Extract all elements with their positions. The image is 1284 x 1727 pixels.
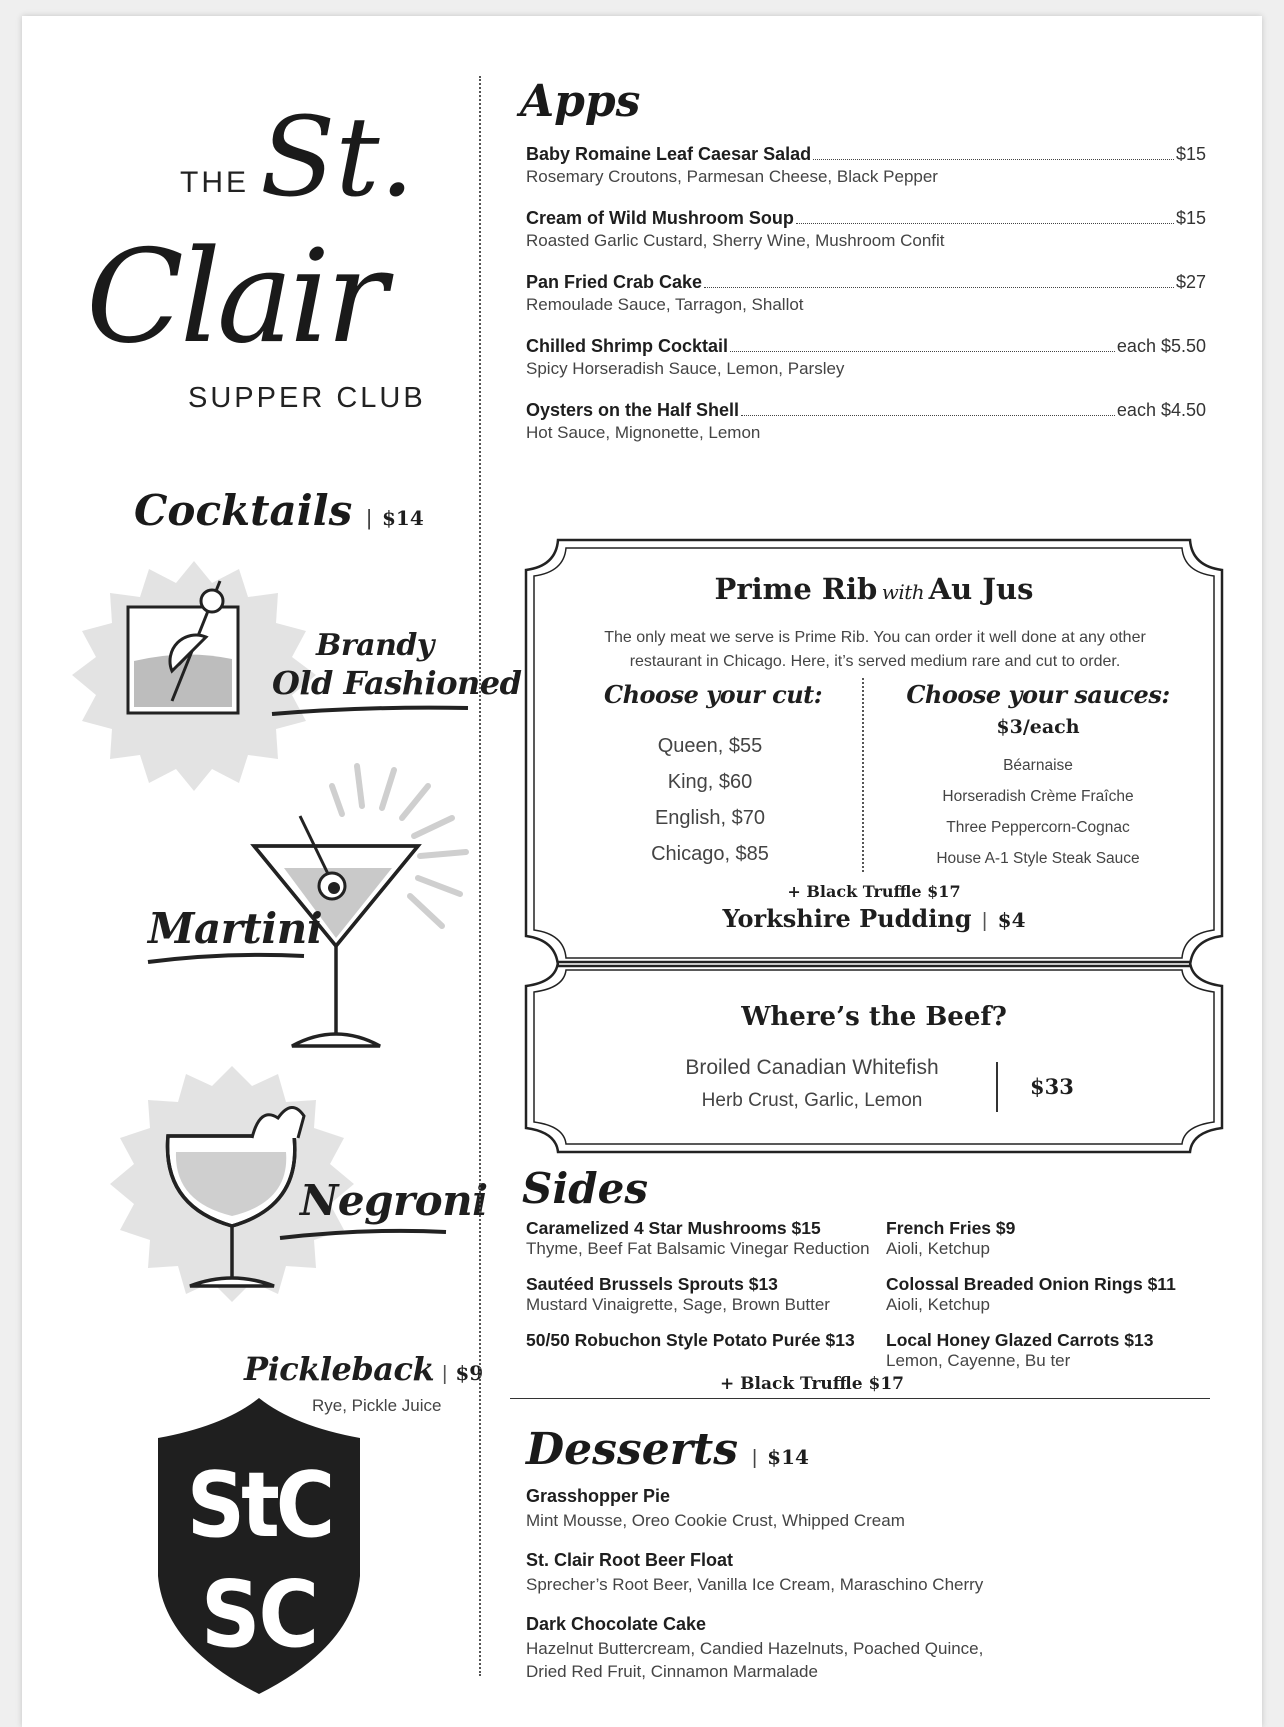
yorkshire-line: Yorkshire Pudding | $4 bbox=[722, 904, 1026, 933]
prime-rib-title-a: Prime Rib bbox=[714, 572, 878, 606]
app-item bbox=[526, 400, 1206, 443]
side-name: Colossal Breaded Onion Rings $11 bbox=[886, 1274, 1176, 1294]
sauce-price: $3/each bbox=[996, 716, 1080, 738]
svg-text:StC: StC bbox=[186, 1453, 332, 1558]
dessert-desc: Mint Mousse, Oreo Cookie Crust, Whipped Cream bbox=[526, 1511, 905, 1530]
pickleback-heading: Pickleback | $9 bbox=[244, 1350, 484, 1388]
app-name: Chilled Shrimp Cocktail bbox=[526, 336, 729, 356]
app-item bbox=[526, 208, 1206, 251]
logo-clair: Clair bbox=[86, 223, 384, 372]
apps-title: Apps bbox=[520, 76, 641, 127]
app-desc: Hot Sauce, Mignonette, Lemon bbox=[526, 423, 761, 442]
app-item bbox=[526, 272, 1206, 315]
sauce-option: Three Peppercorn-Cognac bbox=[946, 819, 1130, 836]
pickleback-name: Pickleback bbox=[244, 1350, 435, 1388]
dessert-desc: Sprecher’s Root Beer, Vanilla Ice Cream, Maraschino Cherry bbox=[526, 1575, 984, 1594]
side-desc: Mustard Vinaigrette, Sage, Brown Butter bbox=[526, 1295, 830, 1314]
prime-rib-title bbox=[524, 572, 1224, 606]
underline-swash-icon bbox=[270, 704, 470, 718]
choose-sauces-heading: Choose your sauces: bbox=[906, 680, 1170, 709]
sides-truffle: + Black Truffle $17 bbox=[720, 1374, 904, 1394]
cut-list bbox=[618, 728, 802, 872]
app-item bbox=[526, 336, 1206, 379]
side-desc: Thyme, Beef Fat Balsamic Vinegar Reduction bbox=[526, 1239, 870, 1258]
side-item bbox=[526, 1330, 855, 1351]
beef-dish: Broiled Canadian Whitefish bbox=[685, 1056, 939, 1079]
pickleback-price: $9 bbox=[455, 1361, 484, 1385]
side-name: Sautéed Brussels Sprouts $13 bbox=[526, 1274, 778, 1294]
app-name: Pan Fried Crab Cake bbox=[526, 272, 703, 292]
cut-option: Chicago, $85 bbox=[651, 843, 769, 865]
app-name: Oysters on the Half Shell bbox=[526, 400, 740, 420]
dessert-name: St. Clair Root Beer Float bbox=[526, 1550, 734, 1570]
beef-divider bbox=[996, 1062, 998, 1112]
cocktails-title: Cocktails bbox=[134, 486, 353, 535]
cut-option: Queen, $55 bbox=[657, 735, 763, 757]
underline-swash-icon bbox=[146, 952, 306, 966]
sides-title: Sides bbox=[522, 1164, 649, 1213]
dessert-item bbox=[526, 1486, 1226, 1533]
app-name: Cream of Wild Mushroom Soup bbox=[526, 208, 794, 228]
prime-rib-description: The only meat we serve is Prime Rib. You can order it well done at any other restaurant in Chicago. Here, it’s served medium rare and cut to order. bbox=[604, 629, 1146, 670]
sauce-option: Horseradish Crème Fraîche bbox=[942, 788, 1134, 805]
cocktail-brandy-label: Brandy bbox=[316, 628, 434, 663]
cocktail-negroni-label: Negroni bbox=[300, 1176, 488, 1225]
section-rule bbox=[510, 1398, 1210, 1399]
column-divider bbox=[479, 76, 481, 1676]
pickleback-desc: Rye, Pickle Juice bbox=[312, 1396, 442, 1415]
logo-the: THE bbox=[180, 166, 249, 199]
prime-rib-title-with: with bbox=[881, 580, 925, 604]
beef-price: $33 bbox=[1030, 1074, 1074, 1099]
app-desc: Roasted Garlic Custard, Sherry Wine, Mushroom Confit bbox=[526, 231, 945, 250]
cut-option: King, $60 bbox=[667, 771, 753, 793]
svg-text:SC: SC bbox=[200, 1561, 318, 1668]
app-desc: Remoulade Sauce, Tarragon, Shallot bbox=[526, 295, 804, 314]
side-name: 50/50 Robuchon Style Potato Purée $13 bbox=[526, 1330, 855, 1350]
cocktails-heading: Cocktails | $14 bbox=[134, 486, 424, 535]
logo-supper-club: SUPPER CLUB bbox=[188, 382, 426, 414]
side-desc: Aioli, Ketchup bbox=[886, 1295, 990, 1314]
side-desc: Lemon, Cayenne, Bu ter bbox=[886, 1351, 1071, 1370]
app-price: $15 bbox=[1175, 208, 1206, 228]
stc-shield-logo bbox=[154, 1396, 364, 1696]
app-item bbox=[526, 144, 1206, 187]
side-name: French Fries $9 bbox=[886, 1218, 1016, 1238]
cut-sauce-divider bbox=[862, 678, 864, 872]
dessert-desc-2: Dried Red Fruit, Cinnamon Marmalade bbox=[526, 1661, 818, 1681]
cocktail-martini-label: Martini bbox=[148, 904, 323, 953]
app-name: Baby Romaine Leaf Caesar Salad bbox=[526, 144, 812, 164]
sauce-list bbox=[898, 750, 1178, 874]
yorkshire-name: Yorkshire Pudding bbox=[722, 904, 972, 933]
logo-st: St. bbox=[260, 93, 415, 221]
cocktails-price: $14 bbox=[382, 506, 424, 530]
beef-desc: Herb Crust, Garlic, Lemon bbox=[701, 1090, 923, 1111]
side-name: Local Honey Glazed Carrots $13 bbox=[886, 1330, 1154, 1350]
underline-swash-icon bbox=[278, 1226, 448, 1242]
side-item bbox=[886, 1274, 1176, 1315]
prime-rib-truffle: + Black Truffle $17 bbox=[787, 882, 961, 901]
choose-cut-heading: Choose your cut: bbox=[604, 680, 823, 709]
menu-page bbox=[22, 16, 1262, 1727]
desserts-price: $14 bbox=[767, 1445, 809, 1469]
prime-rib-title-b: Au Jus bbox=[928, 572, 1034, 606]
sauce-option: Béarnaise bbox=[1003, 757, 1073, 774]
desserts-title: Desserts bbox=[526, 1424, 738, 1475]
desserts-heading: Desserts | $14 bbox=[526, 1424, 809, 1475]
yorkshire-price: $4 bbox=[997, 908, 1026, 932]
app-price: each $5.50 bbox=[1116, 336, 1206, 356]
side-item bbox=[526, 1274, 830, 1315]
dessert-name: Dark Chocolate Cake bbox=[526, 1614, 707, 1634]
side-name: Caramelized 4 Star Mushrooms $15 bbox=[526, 1218, 821, 1238]
cocktail-old-fashioned-label: Old Fashioned bbox=[272, 664, 522, 702]
app-price: each $4.50 bbox=[1116, 400, 1206, 420]
side-desc: Aioli, Ketchup bbox=[886, 1239, 990, 1258]
app-price: $27 bbox=[1175, 272, 1206, 292]
dessert-item bbox=[526, 1614, 1226, 1684]
dessert-item bbox=[526, 1550, 1226, 1597]
app-desc: Rosemary Croutons, Parmesan Cheese, Black Pepper bbox=[526, 167, 938, 186]
cut-option: English, $70 bbox=[654, 807, 766, 829]
dessert-desc: Hazelnut Buttercream, Candied Hazelnuts, Poached Quince, bbox=[526, 1639, 984, 1658]
app-desc: Spicy Horseradish Sauce, Lemon, Parsley bbox=[526, 359, 845, 378]
sauce-option: House A-1 Style Steak Sauce bbox=[936, 850, 1140, 867]
app-price: $15 bbox=[1175, 144, 1206, 164]
side-item bbox=[886, 1330, 1153, 1371]
side-item bbox=[526, 1218, 870, 1259]
side-item bbox=[886, 1218, 1015, 1259]
dessert-name: Grasshopper Pie bbox=[526, 1486, 671, 1506]
beef-title: Where’s the Beef? bbox=[741, 1002, 1007, 1032]
